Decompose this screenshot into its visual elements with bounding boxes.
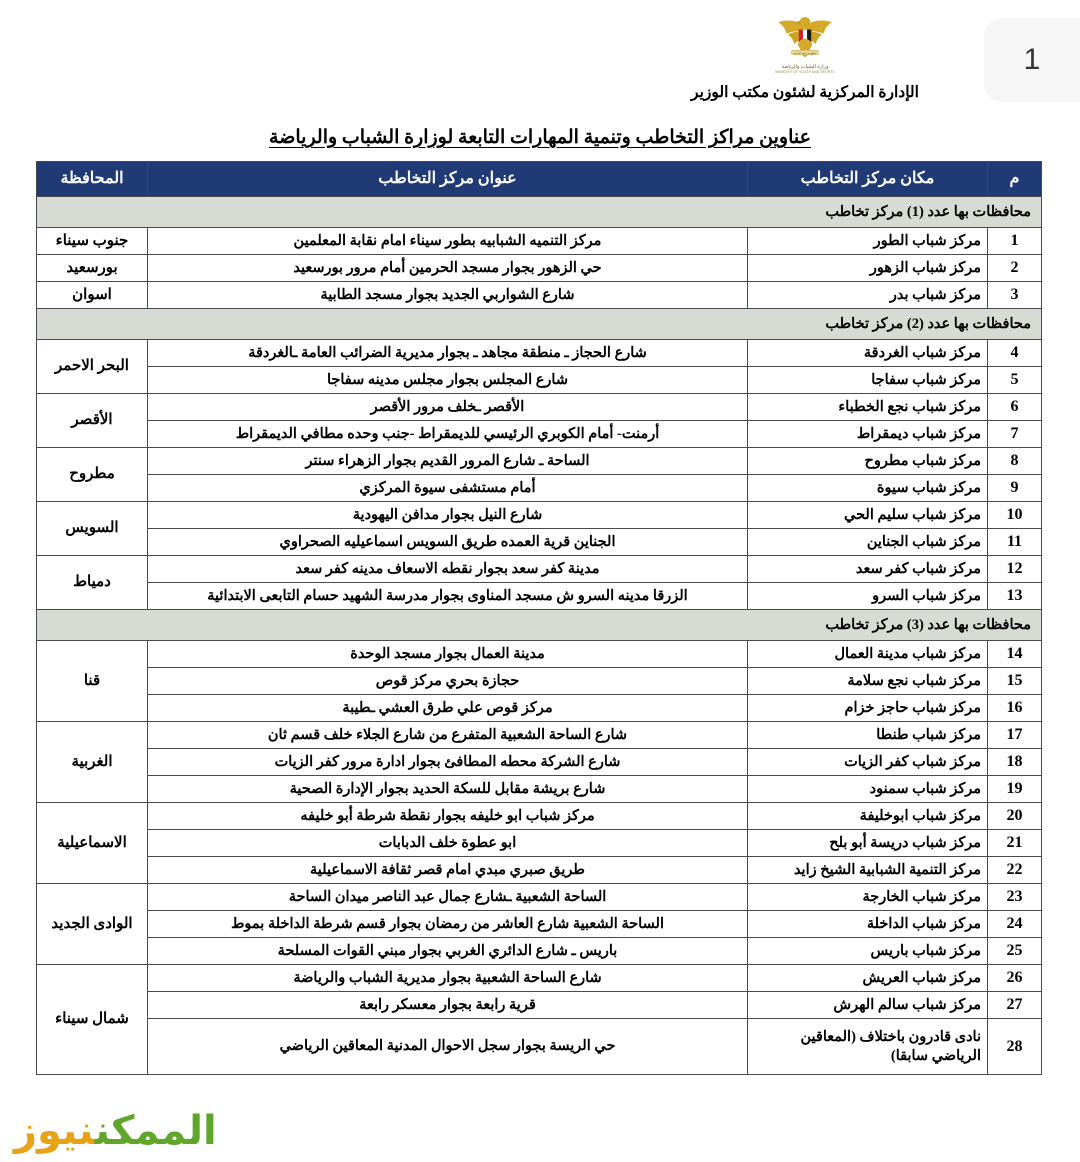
cell-index: 9 [988,475,1042,502]
table-row [37,255,1042,282]
cell-index: 25 [988,938,1042,965]
cell-index: 17 [988,722,1042,749]
cell-governorate: الوادى الجديد [37,884,148,965]
table-row [37,228,1042,255]
cell-place: مركز شباب الزهور [748,255,988,282]
cell-index: 20 [988,803,1042,830]
emblem-caption-english: MINISTRY OF YOUTH AND SPORTS [775,69,835,74]
cell-governorate: الاسماعيلية [37,803,148,884]
table-row [37,1019,1042,1075]
table-row [37,641,1042,668]
cell-place: مركز شباب سفاجا [748,367,988,394]
cell-place: نادى قادرون باختلاف (المعاقين الرياضي سابقا) [748,1019,988,1075]
column-header-governorate: المحافظة [37,162,148,197]
table-section-label: محافظات بها عدد (3) مركز تخاطب [37,610,1042,641]
cell-address: شارع النيل بجوار مدافن اليهودية [148,502,748,529]
cell-index: 23 [988,884,1042,911]
cell-index: 21 [988,830,1042,857]
table-row [37,938,1042,965]
cell-place: مركز شباب دريسة أبو بلح [748,830,988,857]
table-row [37,394,1042,421]
cell-address: مركز التنميه الشبابيه بطور سيناء امام نقابة المعلمين [148,228,748,255]
table-row [37,502,1042,529]
cell-index: 12 [988,556,1042,583]
cell-place: مركز شباب سمنود [748,776,988,803]
cell-address: شارع الساحة الشعبية المتفرع من شارع الجلاء خلف قسم ثان [148,722,748,749]
egypt-eagle-emblem-icon [774,14,836,62]
cell-address: الساحة الشعبية شارع العاشر من رمضان بجوار قسم شرطة الداخلة بموط [148,911,748,938]
table-row [37,749,1042,776]
cell-address: شارع الحجاز ـ منطقة مجاهد ـ بجوار مديرية الضرائب العامة ـالغردقة [148,340,748,367]
cell-address: أمام مستشفى سيوة المركزي [148,475,748,502]
cell-place: مركز شباب الداخلة [748,911,988,938]
table-header [37,162,1042,197]
emblem-caption [640,64,970,74]
cell-address: حجازة بحري مركز قوص [148,668,748,695]
cell-address: الأقصر ـخلف مرور الأقصر [148,394,748,421]
department-title: الإدارة المركزية لشئون مكتب الوزير [691,83,919,101]
centers-table [36,161,1042,1075]
cell-address: حي الريسة بجوار سجل الاحوال المدنية المعاقين الرياضي [148,1019,748,1075]
table-section-label: محافظات بها عدد (1) مركز تخاطب [37,197,1042,228]
table-row [37,965,1042,992]
table-header-row [37,162,1042,197]
cell-index: 3 [988,282,1042,309]
cell-place: مركز التنمية الشبابية الشيخ زايد [748,857,988,884]
cell-address: الساحة ـ شارع المرور القديم بجوار الزهراء سنتر [148,448,748,475]
cell-address: شارع الساحة الشعبية بجوار مديرية الشباب والرياضة [148,965,748,992]
cell-place: مركز شباب كفر سعد [748,556,988,583]
table-row [37,992,1042,1019]
column-header-address: عنوان مركز التخاطب [148,162,748,197]
cell-address: شارع الشركة محطه المطافئ بجوار ادارة مرور كفر الزيات [148,749,748,776]
cell-governorate: شمال سيناء [37,965,148,1075]
table-row [37,803,1042,830]
cell-place: مركز شباب بدر [748,282,988,309]
cell-place: مركز شباب نجع الخطباء [748,394,988,421]
cell-place: مركز شباب سيوة [748,475,988,502]
cell-index: 8 [988,448,1042,475]
cell-index: 18 [988,749,1042,776]
cell-index: 11 [988,529,1042,556]
cell-governorate: السويس [37,502,148,556]
cell-place: مركز شباب الخارجة [748,884,988,911]
cell-index: 28 [988,1019,1042,1075]
table-row [37,668,1042,695]
cell-address: شارع بريشة مقابل للسكة الحديد بجوار الإدارة الصحية [148,776,748,803]
cell-address: الجناين قرية العمده طريق السويس اسماعيليه الصحراوي [148,529,748,556]
cell-address: الساحة الشعبية ـشارع جمال عبد الناصر ميدان الساحة [148,884,748,911]
cell-address: شارع المجلس بجوار مجلس مدينه سفاجا [148,367,748,394]
cell-index: 22 [988,857,1042,884]
cell-index: 19 [988,776,1042,803]
page-number-badge [984,18,1080,102]
cell-index: 16 [988,695,1042,722]
cell-place: مركز شباب حاجز خزام [748,695,988,722]
cell-index: 14 [988,641,1042,668]
cell-place: مركز شباب العريش [748,965,988,992]
cell-place: مركز شباب نجع سلامة [748,668,988,695]
cell-place: مركز شباب مطروح [748,448,988,475]
cell-place: مركز شباب مدينة العمال [748,641,988,668]
page-title: عناوين مراكز التخاطب وتنمية المهارات التابعة لوزارة الشباب والرياضة [269,127,811,148]
cell-address: مركز قوص علي طرق العشي ـطيبة [148,695,748,722]
cell-place: مركز شباب سليم الحي [748,502,988,529]
cell-governorate: جنوب سيناء [37,228,148,255]
table-row [37,475,1042,502]
table-row [37,367,1042,394]
cell-governorate: الأقصر [37,394,148,448]
table-row [37,830,1042,857]
cell-address: الزرقا مدينه السرو ش مسجد المناوى بجوار مدرسة الشهيد حسام التابعى الابتدائية [148,583,748,610]
cell-index: 2 [988,255,1042,282]
svg-text:جمهورية مصر العربية: جمهورية مصر العربية [793,51,817,55]
cell-address: شارع الشواربي الجديد بجوار مسجد الطابية [148,282,748,309]
table-section-row [37,610,1042,641]
cell-place: مركز شباب سالم الهرش [748,992,988,1019]
cell-index: 15 [988,668,1042,695]
cell-index: 7 [988,421,1042,448]
site-brand-logo [14,1108,217,1154]
cell-index: 10 [988,502,1042,529]
emblem-caption-arabic: وزارة الشباب والرياضة [781,63,829,70]
table-row [37,776,1042,803]
table-row [37,340,1042,367]
cell-governorate: دمياط [37,556,148,610]
cell-address: طريق صبري مبدي امام قصر ثقافة الاسماعيلية [148,857,748,884]
table-row [37,695,1042,722]
cell-governorate: بورسعيد [37,255,148,282]
cell-index: 1 [988,228,1042,255]
cell-address: مركز شباب ابو خليفه بجوار نقطة شرطة أبو خليفه [148,803,748,830]
column-header-index: م [988,162,1042,197]
cell-address: مدينة العمال بجوار مسجد الوحدة [148,641,748,668]
table-row [37,282,1042,309]
table-section-row [37,197,1042,228]
cell-place: مركز شباب طنطا [748,722,988,749]
cell-index: 4 [988,340,1042,367]
cell-address: مدينة كفر سعد بجوار نقطه الاسعاف مدينه كفر سعد [148,556,748,583]
centers-table-container [37,161,1042,1075]
cell-address: باريس ـ شارع الدائري الغربي بجوار مبني القوات المسلحة [148,938,748,965]
cell-index: 27 [988,992,1042,1019]
table-row [37,911,1042,938]
table-row [37,421,1042,448]
cell-index: 6 [988,394,1042,421]
table-row [37,556,1042,583]
cell-place: مركز شباب باريس [748,938,988,965]
table-row [37,722,1042,749]
cell-place: مركز شباب السرو [748,583,988,610]
cell-place: مركز شباب الغردقة [748,340,988,367]
column-header-place: مكان مركز التخاطب [748,162,988,197]
table-body [37,197,1042,1075]
cell-place: مركز شباب ابوخليفة [748,803,988,830]
cell-place: مركز شباب الطور [748,228,988,255]
cell-index: 24 [988,911,1042,938]
table-row [37,448,1042,475]
brand-part-almomkin: الممكن [94,1108,217,1154]
table-row [37,583,1042,610]
document-header [640,14,970,102]
cell-governorate: اسوان [37,282,148,309]
table-section-label: محافظات بها عدد (2) مركز تخاطب [37,309,1042,340]
cell-address: أرمنت- أمام الكوبري الرئيسي للديمقراط -جنب وحده مطافي الديمقراط [148,421,748,448]
cell-place: مركز شباب كفر الزيات [748,749,988,776]
table-row [37,857,1042,884]
cell-place: مركز شباب الجناين [748,529,988,556]
cell-governorate: البحر الاحمر [37,340,148,394]
page-number: 1 [1023,43,1041,76]
cell-index: 13 [988,583,1042,610]
cell-index: 5 [988,367,1042,394]
table-row [37,884,1042,911]
cell-index: 26 [988,965,1042,992]
cell-address: ابو عطوة خلف الدبابات [148,830,748,857]
cell-governorate: الغربية [37,722,148,803]
table-row [37,529,1042,556]
brand-part-news: نيوز [14,1108,95,1154]
cell-governorate: مطروح [37,448,148,502]
cell-address: حي الزهور بجوار مسجد الحرمين أمام مرور بورسعيد [148,255,748,282]
cell-governorate: قنا [37,641,148,722]
table-section-row [37,309,1042,340]
cell-place: مركز شباب ديمقراط [748,421,988,448]
cell-address: قرية رابعة بجوار معسكر رابعة [148,992,748,1019]
